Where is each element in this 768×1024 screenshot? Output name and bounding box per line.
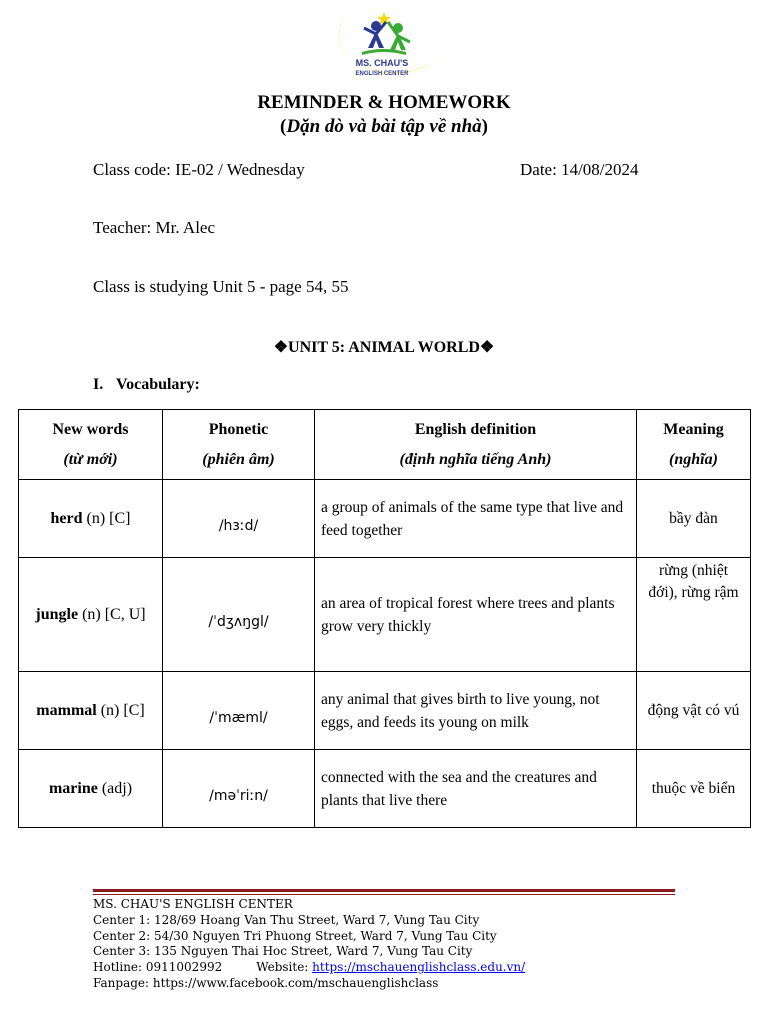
definition-cell: an area of tropical forest where trees and plants grow very thickly: [315, 558, 637, 672]
meaning-cell: động vật có vú: [637, 672, 751, 750]
subtitle-close-paren: ): [481, 116, 488, 137]
footer-rule-thick: [93, 889, 675, 892]
word-type: (n) [C]: [96, 701, 145, 719]
footer-rule-thin: [93, 894, 675, 895]
phonetic-cell: /məˈriːn/: [163, 750, 315, 828]
page-title: REMINDER & HOMEWORK: [257, 92, 511, 113]
footer-center-3: Center 3: 135 Nguyen Thai Hoc Street, Ward 7, Vung Tau City: [93, 944, 473, 959]
word-type: (adj): [97, 779, 133, 797]
section-number: I.: [93, 376, 104, 393]
logo-text-line2: ENGLISH CENTER: [355, 71, 409, 77]
word-type: (n) [C, U]: [78, 605, 146, 623]
section-heading: [93, 376, 200, 394]
date: Date: 14/08/2024: [520, 160, 639, 179]
header-en: New words: [52, 420, 129, 438]
footer-center-2: Center 2: 54/30 Nguyen Tri Phuong Street, Ward 7, Vung Tau City: [93, 928, 497, 943]
footer-hotline: Hotline: 0911002992: [93, 960, 223, 975]
table-header-row: [19, 410, 751, 480]
table-row: [19, 750, 751, 828]
header-en: Phonetic: [208, 420, 269, 438]
footer-center-1: Center 1: 128/69 Hoang Van Thu Street, Ward 7, Vung Tau City: [93, 912, 480, 927]
header-meaning: [637, 410, 751, 480]
logo-text-line1: MS. CHAU'S: [355, 58, 409, 68]
word: marine: [48, 779, 98, 797]
word-cell: [19, 750, 163, 828]
ms-chaus-logo: [318, 8, 450, 92]
meaning-cell: bầy đàn: [637, 480, 751, 558]
subtitle-open-paren: (: [280, 116, 287, 137]
vocabulary-table: [18, 409, 751, 828]
word-cell: [19, 558, 163, 672]
class-code: Class code: IE-02 / Wednesday: [93, 160, 305, 179]
footer-website-label: Website:: [256, 960, 313, 975]
footer-website-link[interactable]: https://mschauenglishclass.edu.vn/: [312, 960, 526, 975]
definition-cell: a group of animals of the same type that live and feed together: [315, 480, 637, 558]
table-row: [19, 480, 751, 558]
word-cell: [19, 672, 163, 750]
unit-title: ❖UNIT 5: ANIMAL WORLD❖: [273, 339, 495, 356]
subtitle-vietnamese: Dặn dò và bài tập về nhà: [286, 116, 482, 137]
page-subtitle: [0, 116, 768, 138]
header-en: English definition: [414, 420, 537, 438]
studying-info: Class is studying Unit 5 - page 54, 55: [93, 277, 349, 296]
word: mammal: [36, 701, 97, 719]
word: jungle: [35, 605, 79, 623]
phonetic-cell: /hɜːd/: [163, 480, 315, 558]
footer: [93, 897, 525, 992]
table-row: [19, 672, 751, 750]
footer-center-name: MS. CHAU'S ENGLISH CENTER: [93, 897, 293, 911]
header-vi: (định nghĩa tiếng Anh): [399, 450, 552, 468]
meaning-cell: thuộc về biển: [637, 750, 751, 828]
table-row: [19, 558, 751, 672]
word-cell: [19, 480, 163, 558]
header-new-words: [19, 410, 163, 480]
header-phonetic: [163, 410, 315, 480]
header-vi: (từ mới): [63, 450, 118, 468]
footer-fanpage: Fanpage: https://www.facebook.com/mschauenglishclass: [93, 975, 439, 990]
header-definition: [315, 410, 637, 480]
header-vi: (phiên âm): [202, 450, 275, 468]
footer-contact-line: [93, 960, 525, 976]
header-vi: (nghĩa): [669, 450, 718, 468]
teacher: Teacher: Mr. Alec: [93, 218, 216, 237]
section-title: Vocabulary:: [116, 376, 200, 393]
phonetic-cell: /ˈdʒʌŋgl/: [163, 558, 315, 672]
meaning-cell: rừng (nhiệt đới), rừng rậm: [637, 558, 751, 672]
header-en: Meaning: [663, 420, 724, 438]
word: herd: [50, 509, 83, 527]
definition-cell: connected with the sea and the creatures and plants that live there: [315, 750, 637, 828]
definition-cell: any animal that gives birth to live young, not eggs, and feeds its young on milk: [315, 672, 637, 750]
phonetic-cell: /ˈmæml/: [163, 672, 315, 750]
word-type: (n) [C]: [82, 509, 131, 527]
